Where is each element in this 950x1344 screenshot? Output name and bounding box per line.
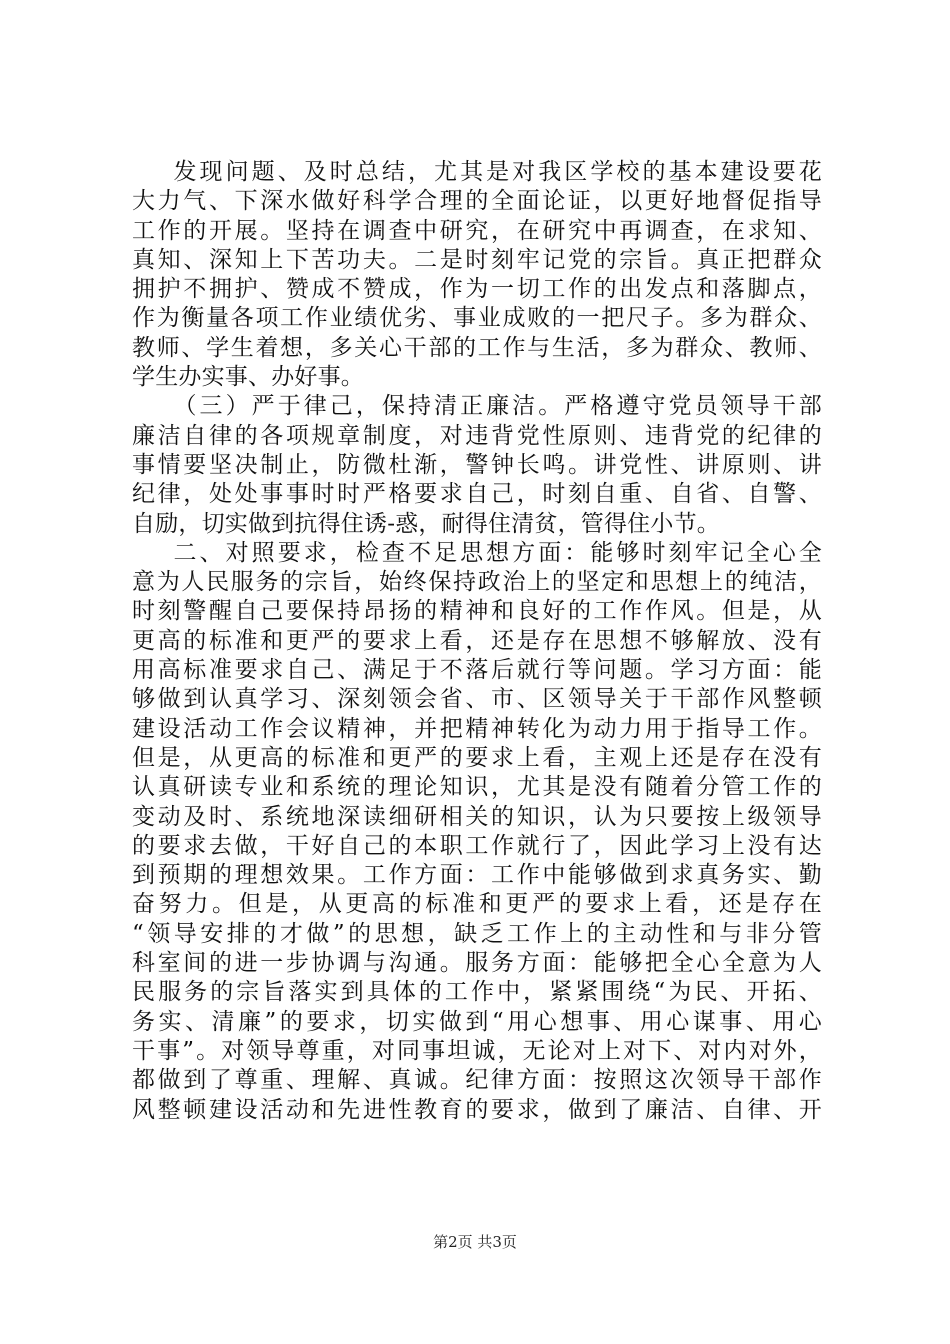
text-line: 二、对照要求，检查不足思想方面：能够时刻牢记全心全 — [132, 539, 822, 566]
text-line: 用高标准要求自己、满足于不落后就行等问题。学习方面：能 — [132, 657, 822, 684]
text-line: 都做到了尊重、理解、真诚。纪律方面：按照这次领导干部作 — [132, 1067, 822, 1094]
text-line: 变动及时、系统地深读细研相关的知识，认为只要按上级领导 — [132, 803, 822, 830]
text-line: 时刻警醒自己要保持昂扬的精神和良好的工作作风。但是，从 — [132, 598, 822, 625]
text-line: 够做到认真学习、深刻领会省、市、区领导关于干部作风整顿 — [132, 686, 822, 713]
page-number-footer: 第2页 共3页 — [433, 1233, 517, 1251]
text-line: 大力气、下深水做好科学合理的全面论证，以更好地督促指导 — [132, 188, 822, 215]
text-line: 工作的开展。坚持在调查中研究，在研究中再调查，在求知、 — [132, 217, 822, 244]
text-line: 科室间的进一步协调与沟通。服务方面：能够把全心全意为人 — [132, 950, 822, 977]
document-body — [132, 158, 822, 1125]
text-line: “领导安排的才做”的思想，缺乏工作上的主动性和与非分管 — [132, 920, 822, 947]
text-line: 民服务的宗旨落实到具体的工作中，紧紧围绕“为民、开拓、 — [132, 979, 822, 1006]
text-line: 作为衡量各项工作业绩优劣、事业成败的一把尺子。多为群众、 — [132, 305, 822, 332]
text-line: 事情要坚决制止，防微杜渐，警钟长鸣。讲党性、讲原则、讲 — [132, 451, 822, 478]
text-line: 干事”。对领导尊重，对同事坦诚，无论对上对下、对内对外， — [132, 1037, 822, 1064]
text-line: 的要求去做，干好自己的本职工作就行了，因此学习上没有达 — [132, 832, 822, 859]
text-line: 但是，从更高的标准和更严的要求上看，主观上还是存在没有 — [132, 744, 822, 771]
text-line: 拥护不拥护、赞成不赞成，作为一切工作的出发点和落脚点， — [132, 276, 822, 303]
text-line: 务实、清廉”的要求，切实做到“用心想事、用心谋事、用心 — [132, 1008, 822, 1035]
text-line: （三）严于律己，保持清正廉洁。严格遵守党员领导干部 — [132, 393, 822, 420]
text-line: 风整顿建设活动和先进性教育的要求，做到了廉洁、自律、开 — [132, 1096, 822, 1123]
text-line: 认真研读专业和系统的理论知识，尤其是没有随着分管工作的 — [132, 774, 822, 801]
text-line: 更高的标准和更严的要求上看，还是存在思想不够解放、没有 — [132, 627, 822, 654]
text-line: 教师、学生着想，多关心干部的工作与生活，多为群众、教师、 — [132, 334, 822, 361]
text-line: 真知、深知上下苦功夫。二是时刻牢记党的宗旨。真正把群众 — [132, 246, 822, 273]
text-line: 到预期的理想效果。工作方面：工作中能够做到求真务实、勤 — [132, 862, 822, 889]
text-line: 发现问题、及时总结，尤其是对我区学校的基本建设要花 — [132, 159, 822, 185]
text-line: 奋努力。但是，从更高的标准和更严的要求上看，还是存在 — [132, 891, 822, 918]
text-line: 意为人民服务的宗旨，始终保持政治上的坚定和思想上的纯洁， — [132, 569, 822, 596]
text-line: 廉洁自律的各项规章制度，对违背党性原则、违背党的纪律的 — [132, 422, 822, 449]
text-line: 学生办实事、办好事。 — [132, 364, 364, 391]
text-line: 自励，切实做到抗得住诱-惑，耐得住清贫，管得住小节。 — [132, 510, 720, 537]
text-line: 纪律，处处事事时时严格要求自己，时刻自重、自省、自警、 — [132, 481, 822, 508]
text-line: 建设活动工作会议精神，并把精神转化为动力用于指导工作。 — [132, 715, 822, 742]
